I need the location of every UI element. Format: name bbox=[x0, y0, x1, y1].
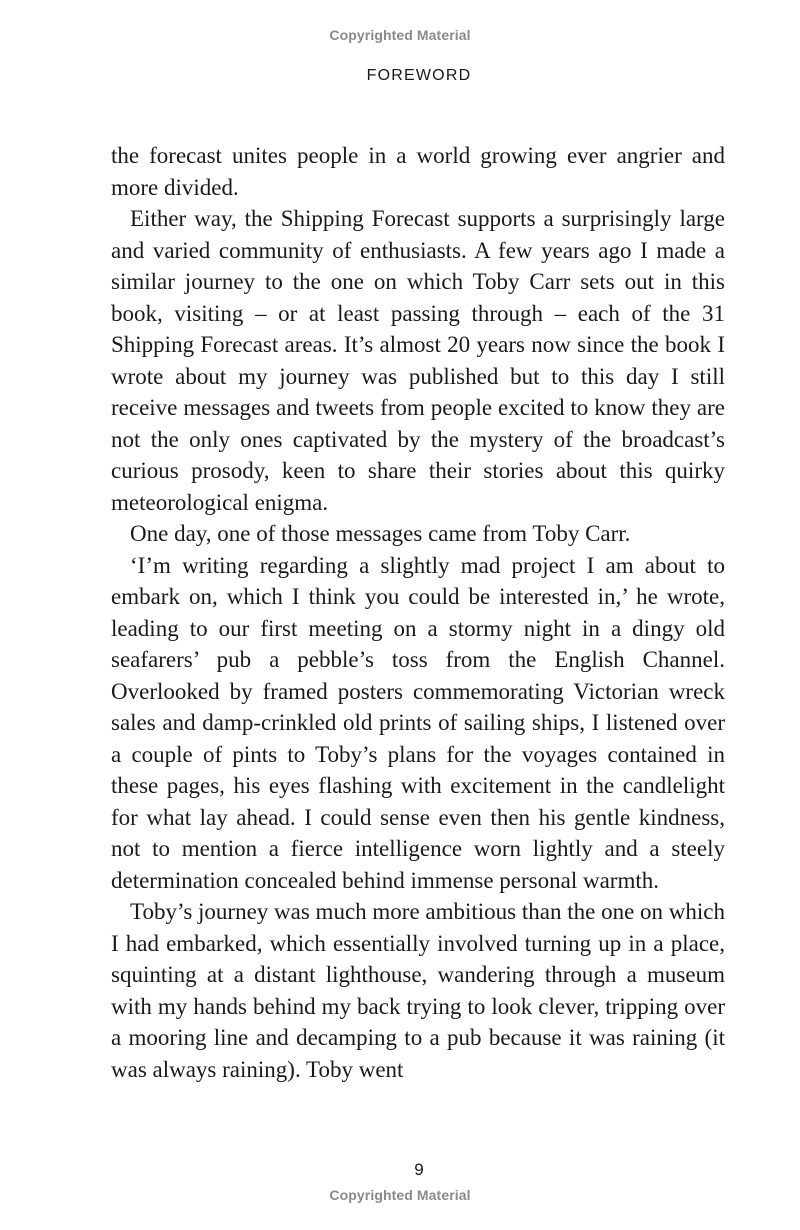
copyright-watermark-top: Copyrighted Material bbox=[329, 27, 471, 43]
page-number: 9 bbox=[414, 1160, 424, 1179]
paragraph: One day, one of those messages came from Toby Carr. bbox=[130, 521, 631, 546]
paragraph: Toby’s journey was much more ambitious than the one on which I had embarked, which essentially involved turning up in a place, squinting at a distant lighthouse, wandering through a museum with my hands behind my back trying to look clever, tripping over a mooring line and decamping to a pub because it was raining (it was always raining). Toby went bbox=[111, 899, 726, 1082]
paragraph-continuation: the forecast unites people in a world growing ever angrier and more divided. bbox=[111, 143, 725, 200]
body-text bbox=[111, 140, 725, 1085]
copyright-watermark-bottom: Copyrighted Material bbox=[329, 1187, 471, 1203]
paragraph: Either way, the Shipping Forecast supports a surprisingly large and varied community of enthusiasts. A few years ago I made a similar journey to the one on which Toby Carr sets out in this book, visiting – or at least passing through – each of the 31 Shipping Forecast areas. It’s almost 20 years now since the book I wrote about my journey was published but to this day I still receive messages and tweets from people excited to know they are not the only ones captivated by the mystery of the broadcast’s curious prosody, keen to share their stories about this quirky meteorological enigma. bbox=[111, 206, 725, 515]
paragraph: ‘I’m writing regarding a slightly mad project I am about to embark on, which I think you could be interested in,’ he wrote, leading to our first meeting on a stormy night in a dingy old seafarers’ pub a pebble’s toss from the English Channel. Overlooked by framed posters commemorating Victorian wreck sales and damp-crinkled old prints of sailing ships, I listened over a couple of pints to Toby’s plans for the voyages contained in these pages, his eyes flashing with excitement in the candlelight for what lay ahead. I could sense even then his gentle kindness, not to mention a fierce intelligence worn lightly and a steely determination concealed behind immense personal warmth. bbox=[111, 552, 725, 893]
running-head: FOREWORD bbox=[366, 67, 472, 84]
